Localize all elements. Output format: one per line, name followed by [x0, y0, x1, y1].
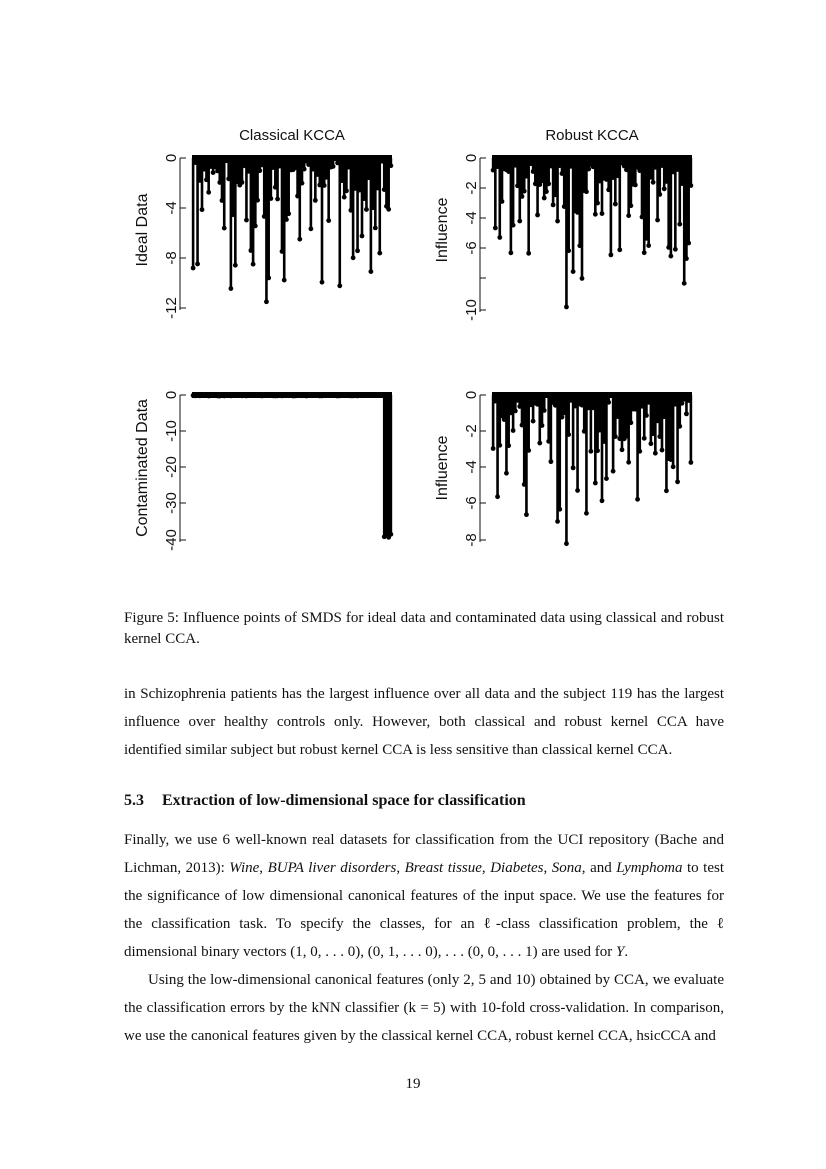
- text-run: .: [624, 944, 629, 960]
- needle-point: [308, 226, 313, 231]
- needle-point: [544, 189, 549, 194]
- panel-title: Robust KCCA: [545, 127, 639, 144]
- needle-point: [644, 413, 649, 418]
- needle-series: [191, 393, 394, 540]
- tick-label: 0: [163, 153, 180, 163]
- needle-point: [564, 541, 569, 546]
- dataset-name: Wine: [229, 860, 260, 876]
- y-axis-label: Ideal Data: [134, 193, 151, 267]
- y-axis-label: Influence: [434, 197, 451, 263]
- needle-point: [677, 424, 682, 429]
- panel-classical-ideal: [134, 127, 393, 319]
- text-run: to test the significance of low dimensional canonical features of the input space. We use the features for the classification task. To specify the classes, for an ℓ-class classification problem, the ℓ dimensional binary vectors (1, 0, . . . 0), (0, 1, . . . 0), . . . (0, 0, . . . 1) are used for: [124, 860, 725, 960]
- needle-point: [584, 511, 589, 516]
- needle-point: [500, 199, 505, 204]
- dataset-name: BUPA liver disorders: [267, 860, 397, 876]
- needle-point: [593, 212, 598, 217]
- tick-label: -4: [463, 460, 480, 474]
- needle-point: [628, 420, 633, 425]
- needle-point: [520, 194, 525, 199]
- needle-point: [620, 447, 625, 452]
- needle-point: [504, 471, 509, 476]
- needle-point: [664, 488, 669, 493]
- dataset-name: Lymphoma: [616, 860, 683, 876]
- needle-point: [251, 262, 256, 267]
- page-number: 19: [405, 1076, 421, 1092]
- needle-point: [253, 224, 258, 229]
- needle-point: [595, 201, 600, 206]
- needle-point: [524, 512, 529, 517]
- needle-point: [555, 519, 560, 524]
- needle-point: [671, 464, 676, 469]
- needle-point: [617, 247, 622, 252]
- tick-label: -40: [163, 529, 180, 551]
- needle-point: [373, 226, 378, 231]
- needle-point: [526, 251, 531, 256]
- text-run: , and: [581, 860, 617, 876]
- needle-point: [542, 408, 547, 413]
- text-run: ,: [259, 860, 268, 876]
- needle-point: [557, 507, 562, 512]
- text-run: Finally, we use 6 well-known real datasets for classification from the UCI repository (Bache and Lichman, 2013):: [124, 832, 724, 876]
- needle-point: [331, 164, 336, 169]
- dataset-name: Sona: [551, 860, 582, 876]
- y-axis-label: Influence: [434, 435, 451, 501]
- needle-point: [540, 423, 545, 428]
- needle-point: [364, 207, 369, 212]
- needle-point: [595, 448, 600, 453]
- needle-point: [655, 218, 660, 223]
- tick-label: -12: [163, 297, 180, 319]
- needle-point: [531, 419, 536, 424]
- panel-title: Classical KCCA: [239, 127, 345, 144]
- needle-point: [680, 401, 685, 406]
- needle-point: [228, 286, 233, 291]
- needle-point: [351, 255, 356, 260]
- needle-point: [206, 190, 211, 195]
- needle-point: [606, 400, 611, 405]
- needle-point: [244, 218, 249, 223]
- needle-point: [613, 434, 618, 439]
- dataset-name: Breast tissue: [404, 860, 482, 876]
- dataset-name: Diabetes: [490, 860, 544, 876]
- needle-point: [344, 188, 349, 193]
- needle-point: [377, 251, 382, 256]
- needle-point: [511, 223, 516, 228]
- needle-point: [688, 183, 693, 188]
- needle-point: [286, 211, 291, 216]
- tick-label: -4: [463, 211, 480, 225]
- needle-point: [546, 181, 551, 186]
- needle-point: [566, 248, 571, 253]
- needle-point: [497, 235, 502, 240]
- needle-point: [337, 283, 342, 288]
- tick-label: -10: [463, 299, 480, 321]
- section-heading: [124, 792, 526, 810]
- needle-series: [491, 158, 694, 309]
- needle-point: [368, 269, 373, 274]
- needle-point: [626, 460, 631, 465]
- needle-point: [493, 226, 498, 231]
- needle-point: [268, 196, 273, 201]
- math-variable: Y: [615, 944, 625, 960]
- needle-point: [651, 180, 656, 185]
- needle-point: [548, 459, 553, 464]
- needle-point: [200, 207, 205, 212]
- needle-point: [355, 248, 360, 253]
- needle-point: [386, 207, 391, 212]
- needle-point: [635, 497, 640, 502]
- tick-label: -20: [163, 456, 180, 478]
- needle-point: [284, 217, 289, 222]
- text-run: ,: [481, 860, 491, 876]
- needle-point: [522, 189, 527, 194]
- needle-point: [222, 226, 227, 231]
- needle-point: [677, 222, 682, 227]
- needle-point: [571, 465, 576, 470]
- tick-label: 0: [163, 390, 180, 400]
- needle-point: [642, 250, 647, 255]
- needle-point: [497, 443, 502, 448]
- tick-label: -8: [163, 251, 180, 265]
- needle-point: [653, 451, 658, 456]
- needle-point: [322, 183, 327, 188]
- tick-label: -8: [463, 533, 480, 547]
- needle-point: [611, 469, 616, 474]
- needle-point: [662, 186, 667, 191]
- needle-point: [657, 192, 662, 197]
- needle-point: [211, 170, 216, 175]
- needle-point: [660, 448, 665, 453]
- needle-point: [564, 305, 569, 310]
- needle-point: [586, 167, 591, 172]
- needle-point: [282, 278, 287, 283]
- body-paragraph: [124, 826, 724, 966]
- needle-point: [233, 263, 238, 268]
- tick-label: -10: [163, 420, 180, 442]
- needle-point: [275, 197, 280, 202]
- needle-point: [266, 275, 271, 280]
- tick-label: -2: [463, 181, 480, 195]
- needle-point: [300, 181, 305, 186]
- needle-point: [593, 481, 598, 486]
- body-paragraph: Using the low-dimensional canonical features (only 2, 5 and 10) obtained by CCA, we evaluate the classification errors by the kNN classifier (k = 5) with 10-fold cross-validation. In comparison, we use the canonical features given by the classical kernel CCA, robust kernel CCA, hsicCCA and: [124, 972, 724, 1044]
- needle-point: [675, 479, 680, 484]
- needle-point: [302, 167, 307, 172]
- needle-point: [508, 250, 513, 255]
- needle-point: [388, 532, 393, 537]
- needle-point: [240, 180, 245, 185]
- needle-point: [511, 428, 516, 433]
- needle-point: [342, 195, 347, 200]
- needle-point: [297, 237, 302, 242]
- needle-point: [495, 494, 500, 499]
- needle-point: [320, 280, 325, 285]
- needle-point: [613, 202, 618, 207]
- needle-point: [684, 411, 689, 416]
- needle-point: [326, 218, 331, 223]
- needle-point: [608, 252, 613, 257]
- needle-point: [535, 213, 540, 218]
- needle-point: [637, 449, 642, 454]
- section-title: Extraction of low-dimensional space for classification: [162, 792, 526, 809]
- tick-label: -4: [163, 201, 180, 215]
- body-paragraph: in Schizophrenia patients has the largest influence over all data and the subject 119 has the largest influence over healthy controls only. However, both classical and robust kernel CCA have identified similar subject but robust kernel CCA is less sensitive than classical kernel CCA.: [124, 686, 724, 758]
- needle-point: [506, 443, 511, 448]
- needle-series: [491, 393, 694, 546]
- needle-point: [580, 276, 585, 281]
- needle-point: [688, 460, 693, 465]
- needle-point: [257, 168, 262, 173]
- text-run: ,: [543, 860, 552, 876]
- needle-point: [682, 281, 687, 286]
- y-axis-label: Contaminated Data: [134, 399, 151, 537]
- needle-point: [588, 449, 593, 454]
- needle-point: [633, 183, 638, 188]
- needle-point: [360, 234, 365, 239]
- needle-point: [673, 247, 678, 252]
- needle-point: [560, 415, 565, 420]
- tick-label: 0: [463, 153, 480, 163]
- needle-point: [648, 441, 653, 446]
- needle-point: [642, 436, 647, 441]
- needle-point: [491, 446, 496, 451]
- needle-point: [584, 189, 589, 194]
- needle-point: [555, 219, 560, 224]
- needle-point: [191, 266, 196, 271]
- needle-point: [255, 198, 260, 203]
- needle-point: [513, 408, 518, 413]
- needle-point: [604, 476, 609, 481]
- needle-point: [542, 196, 547, 201]
- panel-robust-ideal: [434, 127, 693, 321]
- needle-series: [191, 156, 394, 304]
- figure-caption: Figure 5: Influence points of SMDS for ideal data and contaminated data using classical and robust kernel CCA.: [124, 610, 724, 647]
- needle-point: [264, 299, 269, 304]
- needle-point: [600, 498, 605, 503]
- figure-5: [120, 120, 710, 560]
- needle-point: [628, 203, 633, 208]
- needle-point: [575, 488, 580, 493]
- needle-point: [195, 262, 200, 267]
- needle-point: [571, 269, 576, 274]
- needle-point: [686, 241, 691, 246]
- tick-label: -2: [463, 424, 480, 438]
- tick-label: -6: [463, 496, 480, 510]
- needle-point: [684, 256, 689, 261]
- needle-point: [626, 213, 631, 218]
- needle-point: [313, 198, 318, 203]
- tick-label: -30: [163, 492, 180, 514]
- panel-classical-contaminated: [134, 391, 393, 551]
- needle-point: [646, 243, 651, 248]
- needle-point: [551, 202, 556, 207]
- needle-point: [668, 254, 673, 259]
- needle-point: [600, 211, 605, 216]
- tick-label: 0: [463, 390, 480, 400]
- text-run: ,: [396, 860, 405, 876]
- panel-robust-contaminated: [434, 391, 693, 547]
- needle-point: [526, 448, 531, 453]
- needle-point: [388, 163, 393, 168]
- tick-label: -6: [463, 241, 480, 255]
- needle-point: [566, 432, 571, 437]
- needle-point: [517, 219, 522, 224]
- section-number: 5.3: [124, 792, 144, 809]
- needle-point: [537, 441, 542, 446]
